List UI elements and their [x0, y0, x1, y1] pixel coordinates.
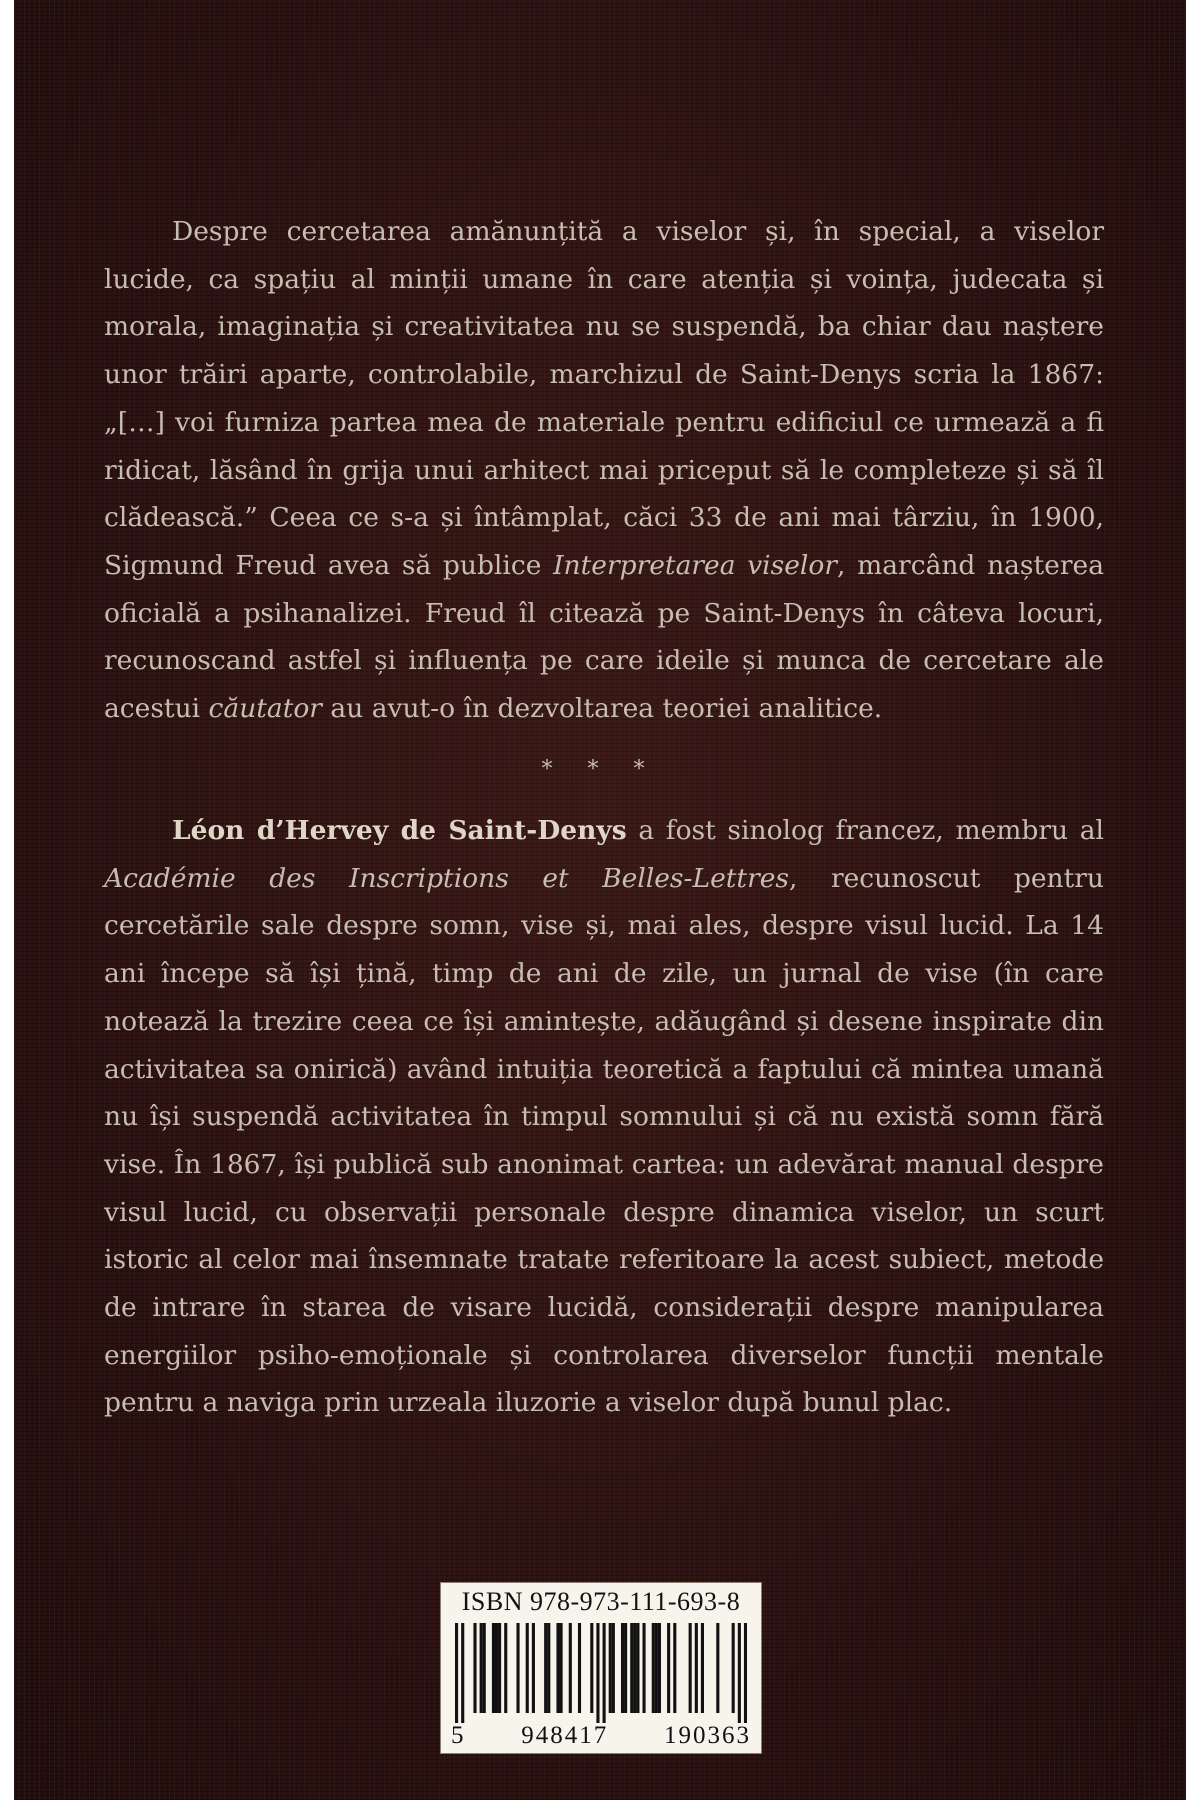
barcode-bar	[578, 1623, 581, 1713]
section-separator: * * *	[541, 757, 659, 782]
barcode-bar	[732, 1623, 735, 1713]
barcode-first-digit: 5	[451, 1722, 466, 1749]
barcode-bar	[652, 1623, 655, 1713]
barcode-right-group: 190363	[664, 1722, 751, 1749]
description-paragraph-1	[104, 208, 1104, 733]
barcode-bar	[658, 1623, 661, 1713]
barcode-bar	[504, 1623, 507, 1713]
barcode-bar	[547, 1623, 550, 1713]
barcode-bar	[461, 1623, 464, 1723]
bio-text-b: , recunoscut pentru cercetările sale despre somn, vise și, mai ales, despre visul lucid. La 14 ani începe să își țină, timp de ani de zile, un jurnal de vise (în care notează la trezire ceea ce își amintește, adăugând și desene inspirate din activitatea sa onirică) având intuiția teoretică a faptului că mintea umană nu își suspendă activitatea în timpul somnului și că nu există somn fără vise. În 1867, își publică sub anonimat cartea: un adevărat manual despre visul lucid, cu observații personale despre dinamica viselor, un scurt istoric al celor mai însemnate tratate referitoare la acest subiect, metode de intrare în starea de visare lucidă, considerații despre manipularea energiilor psiho-emoționale și controlarea diverselor funcții mentale pentru a naviga prin urzeala iluzorie a viselor după bunul plac.	[104, 862, 1104, 1419]
barcode-bar	[633, 1623, 636, 1713]
isbn-number: ISBN 978-973-111-693-8	[461, 1587, 741, 1616]
barcode-bar	[716, 1623, 719, 1713]
barcode-bar	[596, 1623, 599, 1723]
barcode-bar	[621, 1623, 624, 1713]
barcode-bar	[609, 1623, 612, 1713]
barcode-bar	[483, 1623, 486, 1713]
barcode-bar	[590, 1623, 593, 1713]
barcode-bar	[498, 1623, 501, 1713]
barcode-bar	[612, 1623, 615, 1713]
isbn-barcode	[440, 1582, 762, 1754]
barcode-bar	[744, 1623, 747, 1723]
barcode-bar	[701, 1623, 704, 1713]
barcode-bar	[673, 1623, 676, 1713]
barcode-bar	[516, 1623, 519, 1713]
barcode-bar	[480, 1623, 483, 1713]
para1-text-c: au avut-o în dezvoltarea teoriei analitice.	[321, 693, 883, 725]
bio-text-a: a fost sinolog francez, membru al	[626, 815, 1104, 846]
barcode-bar	[655, 1623, 658, 1713]
barcode-bar	[544, 1623, 547, 1713]
barcode-bar	[630, 1623, 633, 1713]
barcode-bar	[636, 1623, 639, 1713]
barcode-bar	[455, 1623, 458, 1723]
barcode-bar	[492, 1623, 495, 1713]
barcode-bar	[603, 1623, 606, 1723]
barcode-bar	[473, 1623, 476, 1713]
barcode-bar	[532, 1623, 535, 1713]
author-bio-paragraph	[104, 807, 1104, 1427]
barcode-bar	[667, 1623, 670, 1713]
book-back-cover	[14, 0, 1186, 1800]
cautator-italic: căutator	[208, 693, 322, 725]
barcode-bar	[738, 1623, 741, 1723]
para1-text-a: Despre cercetarea amănunțită a viselor și, în special, a viselor lucide, ca spațiu al minții umane în care atenția și voința, judecata și morala, imaginația și creativitatea nu se suspendă, ba chiar dau naștere unor trăiri aparte, controlabile, marchizul de Saint-Denys scria la 1867: „[…] voi furniza partea mea de materiale pentru edificiul ce urmează a fi ridicat, lăsând în grija unui arhitect mai priceput să le completeze și să îl clădească.” Ceea ce s-a și întâmplat, căci 33 de ani mai târziu, în 1900, Sigmund Freud avea să publice	[104, 216, 1104, 581]
author-name: Léon d’Hervey de Saint-Denys	[172, 815, 627, 846]
barcode-bars-icon	[455, 1623, 747, 1723]
barcode-bar	[695, 1623, 698, 1713]
barcode-bar	[569, 1623, 572, 1713]
barcode-bar	[642, 1623, 645, 1713]
barcode-digits	[451, 1722, 751, 1750]
barcode-bar	[689, 1623, 692, 1713]
barcode-bar	[495, 1623, 498, 1713]
barcode-bar	[560, 1623, 563, 1713]
barcode-bar	[556, 1623, 559, 1713]
barcode-left-group: 948417	[521, 1722, 609, 1749]
academy-name: Académie des Inscriptions et Belles-Lettres	[104, 862, 790, 894]
barcode-bar	[526, 1623, 529, 1713]
barcode-bar	[624, 1623, 627, 1713]
para1-text-b: , marcând nașterea oficială a psihanalizei. Freud îl citează pe Saint-Denys în câteva locuri, recunoscand astfel și influența pe care ideile și munca de cercetare ale acestui	[104, 549, 1105, 725]
book-title-interpretarea-viselor: Interpretarea viselor	[553, 549, 838, 581]
